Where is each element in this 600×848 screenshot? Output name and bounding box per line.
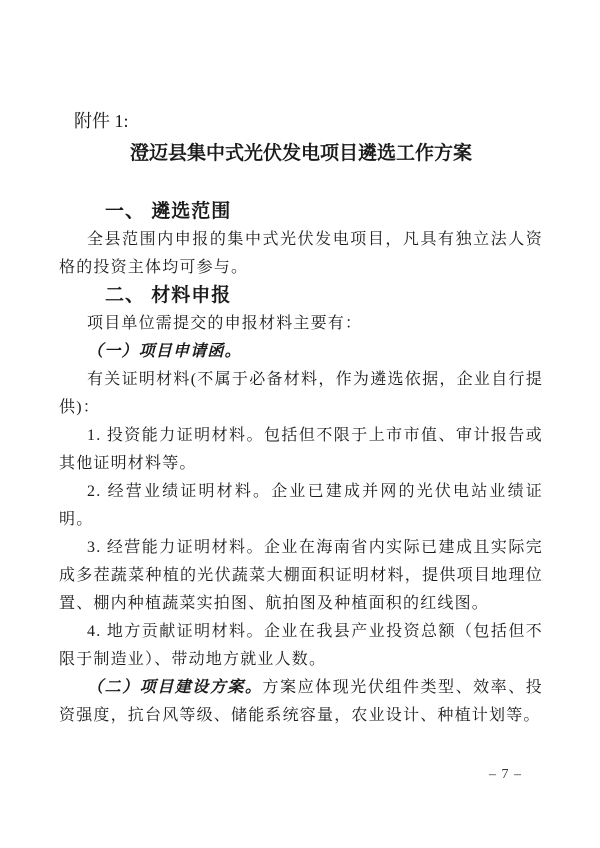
list-item-operating-performance: 2. 经营业绩证明材料。企业已建成并网的光伏电站业绩证明。: [59, 483, 543, 528]
paragraph-supporting-materials: 有关证明材料(不属于必备材料，作为遴选依据，企业自行提供)：: [59, 371, 543, 416]
subheading-project-construction-plan: （二）项目建设方案。: [87, 679, 263, 696]
paragraph-materials-intro: 项目单位需提交的申报材料主要有：: [87, 315, 363, 332]
attachment-label: 附件 1:: [74, 111, 129, 131]
paragraph-project-construction-plan-text: 方案应体现光伏组件类型、效率、投资强度，抗台风等级、储能系统容量，农业设计、种植计划等。: [59, 679, 543, 724]
paragraph-project-construction-plan: [59, 674, 543, 730]
section-heading-selection-scope: 一、 遴选范围: [105, 201, 232, 222]
paragraph-selection-scope: 全县范围内申报的集中式光伏发电项目，凡具有独立法人资格的投资主体均可参与。: [59, 231, 543, 276]
list-item-investment-capability: 1. 投资能力证明材料。包括但不限于上市市值、审计报告或其他证明材料等。: [59, 427, 543, 472]
section-heading-material-declaration: 二、 材料申报: [105, 285, 232, 306]
list-item-operating-capability: 3. 经营能力证明材料。企业在海南省内实际已建成且实际完成多茬蔬菜种植的光伏蔬菜大棚面积证明材料，提供项目地理位置、棚内种植蔬菜实拍图、航拍图及种植面积的红线图。: [59, 539, 543, 612]
list-item-local-contribution: 4. 地方贡献证明材料。企业在我县产业投资总额（包括但不限于制造业）、带动地方就业人数。: [59, 623, 543, 668]
subheading-project-application-letter: （一）项目申请函。: [87, 343, 242, 360]
document-title: 澄迈县集中式光伏发电项目遴选工作方案: [129, 143, 472, 164]
page-content: [59, 108, 543, 730]
page-number: – 7 –: [489, 767, 522, 782]
